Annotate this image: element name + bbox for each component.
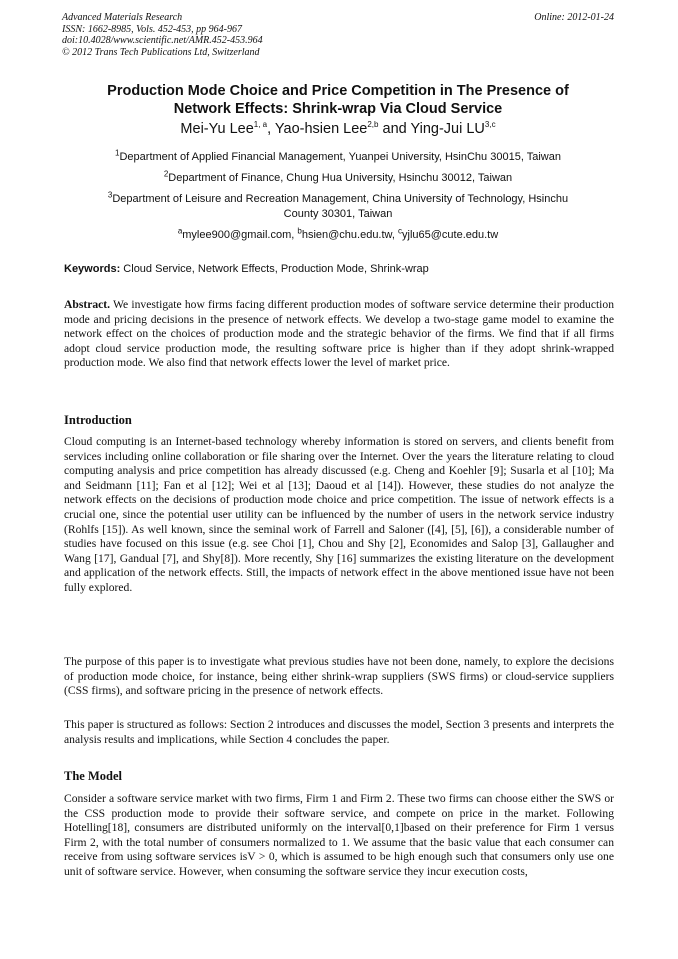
model-heading: The Model	[64, 769, 122, 783]
doi-line: doi:10.4028/www.scientific.net/AMR.452-453.964	[62, 35, 263, 46]
affiliation-1	[62, 150, 614, 165]
abstract	[64, 298, 614, 371]
title-line-2: Network Effects: Shrink-wrap Via Cloud Service	[173, 101, 503, 117]
affiliation-2-sup: 2	[163, 169, 169, 179]
email-a-sup: a	[177, 226, 183, 236]
email-a: mylee900@gmail.com,	[182, 229, 298, 241]
author-2: , Yao-hsien Lee	[267, 121, 368, 137]
title-line-1: Production Mode Choice and Price Competition in The Presence of	[107, 83, 569, 99]
journal-name: Advanced Materials Research	[62, 12, 183, 23]
author-list	[62, 120, 614, 138]
paper-title	[62, 82, 614, 118]
introduction-heading: Introduction	[64, 413, 132, 427]
author-3-sup: 3,c	[484, 120, 496, 130]
keywords-label: Keywords:	[64, 263, 121, 275]
affiliation-1-text: Department of Applied Financial Management, Yuanpei University, HsinChu 30015, Taiwan	[119, 151, 561, 163]
affiliation-1-sup: 1	[115, 148, 120, 158]
copyright-line: © 2012 Trans Tech Publications Ltd, Switzerland	[62, 46, 260, 58]
model-paragraph-1: Consider a software service market with two firms, Firm 1 and Firm 2. These two firms can choose either the SWS or the CSS production mode to provide their software service, and compete on price in the market. Following Hotelling[18], consumers are distributed uniformly on the interval[0,1]based on their preference for Firm 1 versus Firm 2, with the total number of consumers normalized to 1. We assume that the basic value that each consumer can receive from using software services isV > 0, which is assumed to be high enough such that consumers only use one unit of software service. However, when consuming the software service they incur execution costs,	[64, 792, 614, 878]
affiliation-2	[62, 171, 614, 186]
keywords-text: Cloud Service, Network Effects, Production Mode, Shrink-wrap	[120, 263, 429, 275]
email-c-sup: c	[398, 226, 402, 236]
introduction-paragraph-3: This paper is structured as follows: Section 2 introduces and discusses the model, Section 3 presents and interprets the analysis results and implications, while Section 4 concludes the paper.	[64, 718, 614, 746]
issn-line: ISSN: 1662-8985, Vols. 452-453, pp 964-967	[62, 23, 242, 35]
affiliation-3-text-1: Department of Leisure and Recreation Management, China University of Technology, Hsinchu	[112, 193, 569, 205]
author-1-sup: 1, a	[253, 120, 268, 130]
affiliation-3-text-2: County 30301, Taiwan	[283, 207, 393, 220]
abstract-label: Abstract.	[64, 298, 111, 311]
journal-header	[62, 12, 263, 58]
author-1: Mei-Yu Lee	[180, 121, 254, 137]
email-c: yjlu65@cute.edu.tw	[402, 229, 499, 241]
email-b: hsien@chu.edu.tw,	[301, 229, 398, 241]
author-emails	[62, 228, 614, 243]
affiliation-3-sup: 3	[107, 190, 113, 200]
introduction-paragraph-2: The purpose of this paper is to investigate what previous studies have not been done, namely, to explore the decisions of production mode choice, for instance, being either shrink-wrap suppliers (SWS firms) or cloud-service suppliers (CSS firms), and software pricing in the presence of network effects.	[64, 655, 614, 698]
affiliation-3	[62, 192, 614, 221]
affiliation-2-text: Department of Finance, Chung Hua University, Hsinchu 30012, Taiwan	[168, 172, 513, 184]
author-3: and Ying-Jui LU	[378, 121, 485, 137]
email-b-sup: b	[297, 226, 302, 236]
keywords	[64, 262, 614, 276]
introduction-paragraph-1: Cloud computing is an Internet-based technology whereby information is stored on servers, and clients benefit from services including online collaboration or file sharing over the Internet. Over the years the literature relating to cloud computing analysis and price competition has already discussed (e.g. Cheng and Koehler [9]; Susarla et al [10]; Ma and Seidmann [11]; Fan et al [12]; Wei et al [13]; Daoud et al [14]). However, these studies do not analyze the network effects on the decisions of production mode choice and price competition. The issue of network effects is a crucial one, since the potential user utility can be influenced by the number of users in the network service industry (Rohlfs [15]). As well known, since the seminal work of Farrell and Saloner ([4], [5], [6]), a considerable number of studies have focused on this issue (e.g. see Choi [1], Chou and Shy [2], Economides and Salop [3], Gallaugher and Wang [17], Gandual [7], and Shy[8]). More recently, Shy [16] summarizes the existing literature on the development and application of the network effects. Still, the impacts of network effect in the above mentioned issue have not been fully explored.	[64, 435, 614, 594]
online-date: Online: 2012-01-24	[534, 12, 614, 23]
abstract-text: We investigate how firms facing different production modes of software service determine their production mode and pricing decisions in the presence of network effects. We develop a two-stage game model to examine the network effect on the choices of production mode and the strategic behavior of the firms. We find that if all firms adopt cloud service production mode, the resulting software price is higher than if they adopt shrink-wrapped production mode. We also find that network effects lower the level of market price.	[64, 298, 614, 370]
author-2-sup: 2,b	[367, 120, 379, 130]
